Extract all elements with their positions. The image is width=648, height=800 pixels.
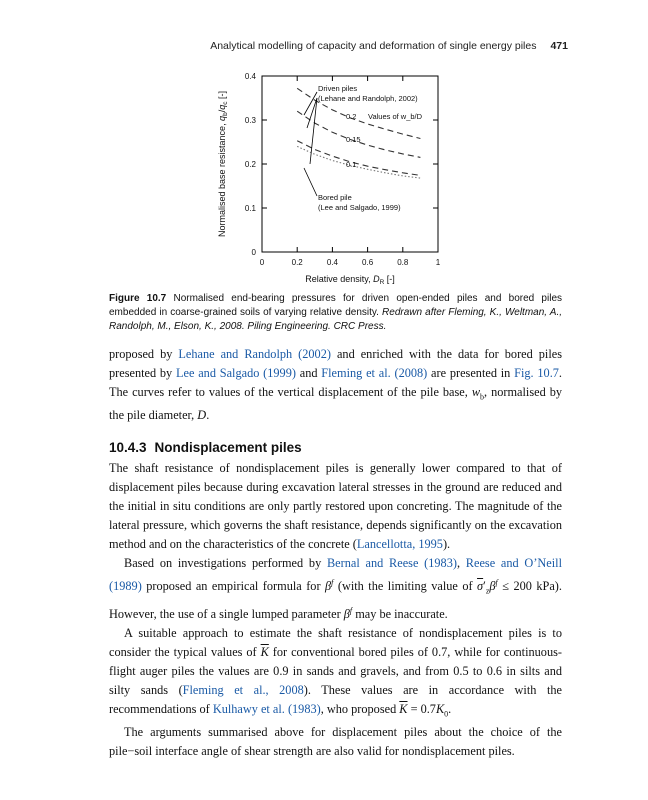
citation-link[interactable]: Lee and Salgado (1999) bbox=[176, 366, 296, 380]
citation-link[interactable]: Fleming et al., 2008 bbox=[182, 682, 304, 697]
annotations bbox=[304, 84, 423, 212]
y-axis-label: Normalised base resistance, $q_b/q_c$ [-] bbox=[217, 91, 229, 237]
paragraph-2: The shaft resistance of nondisplacement piles is generally lower compared to that of displacement piles because during excavation lateral stresses in the ground are reduced and the initial in situ conditions are only partly restored upon concreting. The magnitude of the lateral pressure, which governs the shaft resistance, depends significantly on the excavation method and on the characteristics of the concrete (Lancellotta, 1995). bbox=[109, 461, 562, 551]
figure-caption-text: Normalised end-bearing pressures for driven open-ended piles and bored piles embedded in coarse-grained soils of varying relative density. bbox=[109, 293, 563, 318]
citation-link[interactable]: Fleming et al. (2008) bbox=[321, 366, 428, 380]
section-body bbox=[109, 459, 562, 761]
x-tick-label: 0 bbox=[259, 258, 265, 267]
x-tick-label: 1 bbox=[435, 258, 441, 267]
citation-link[interactable]: Reese and O’Neill (1989) bbox=[109, 556, 562, 594]
x-axis-label: Relative density, $D_R$ [-] bbox=[305, 274, 395, 286]
series-line-3 bbox=[297, 141, 420, 176]
y-tick-label: 0.3 bbox=[244, 116, 256, 125]
citation-link[interactable]: Bernal and Reese (1983) bbox=[326, 556, 457, 570]
section-number: 10.4.3 bbox=[109, 440, 147, 455]
running-head-title: Analytical modelling of capacity and deformation of single energy piles bbox=[210, 40, 537, 52]
running-head bbox=[210, 41, 568, 52]
curve-label-02: 0.2 bbox=[346, 112, 357, 121]
bored-label-2: (Lee and Salgado, 1999) bbox=[318, 203, 401, 212]
figure-caption-source: Redrawn after Fleming, K., Weltman, A., Randolph, M., Elson, K., 2008. Piling Engineering. CRC Press. bbox=[109, 307, 562, 332]
curve-label-015: 0.15 bbox=[346, 135, 361, 144]
citation-link[interactable]: Kulhawy et al. (1983) bbox=[212, 701, 321, 716]
figure-chart bbox=[210, 68, 450, 288]
figure-link[interactable]: Fig. 10.7 bbox=[514, 366, 559, 380]
x-tick-label: 0.6 bbox=[362, 258, 374, 267]
curve-label-01: 0.1 bbox=[346, 160, 357, 169]
citation-link[interactable]: Lehane and Randolph (2002) bbox=[178, 347, 331, 361]
section-heading bbox=[109, 441, 302, 455]
y-tick-label: 0.2 bbox=[244, 160, 256, 169]
y-tick-label: 0.4 bbox=[244, 72, 256, 81]
page-number: 471 bbox=[550, 40, 568, 52]
figure-caption bbox=[109, 292, 562, 334]
driven-label-1: Driven piles bbox=[318, 84, 358, 93]
section-title: Nondisplacement piles bbox=[154, 440, 302, 455]
paragraph-1: proposed by Lehane and Randolph (2002) and enriched with the data for bored piles presented by Lee and Salgado (1999) and Fleming et al. (2008) are presented in Fig. 10.7. The curves refer to values of the vertical displacement of the pile base, $w_b$, normalised by the pile diameter, D. bbox=[109, 347, 563, 423]
x-tick-label: 0.4 bbox=[326, 258, 338, 267]
bored-arrow bbox=[304, 168, 317, 196]
values-label: Values of w_b/D bbox=[368, 112, 423, 121]
series-line-4 bbox=[297, 146, 420, 178]
citation-link[interactable]: Lancellotta, 1995 bbox=[356, 537, 443, 551]
y-tick-label: 0.1 bbox=[244, 204, 256, 213]
x-tick-label: 0.8 bbox=[397, 258, 409, 267]
bored-label-1: Bored pile bbox=[318, 193, 352, 202]
paragraph-4: A suitable approach to estimate the shaft resistance of nondisplacement piles is to consider the typical values of $\overline{K}$ for conventional bored piles of 0.7, while for continuous-flight auger piles the values are 0.9 in sands and gravels, and from 0.5 to 0.6 in silts and silty sands (Fleming et al., 2008). These values are in accordance with the recommendations of Kulhawy et al. (1983), who proposed $\overline{K} = 0.7K_0$. bbox=[109, 625, 562, 719]
y-tick-label: 0 bbox=[251, 248, 256, 257]
paragraph-5: The arguments summarised above for displacement piles about the choice of the pile−soil interface angle of shear strength are also valid for nondisplacement piles. bbox=[109, 725, 562, 759]
figure-caption-label: Figure 10.7 bbox=[109, 293, 167, 304]
x-axis bbox=[260, 76, 441, 267]
x-tick-label: 0.2 bbox=[291, 258, 303, 267]
driven-label-2: (Lehane and Randolph, 2002) bbox=[318, 94, 418, 103]
paragraph-3: Based on investigations performed by Bernal and Reese (1983), Reese and O’Neill (1989) proposed an empirical formula for $\beta^f$ (with the limiting value of $\overline{\sigma}'_z\beta^f \le 200$ kPa). However, the use of a single lumped parameter $\beta^f$ may be inaccurate. bbox=[109, 556, 562, 621]
